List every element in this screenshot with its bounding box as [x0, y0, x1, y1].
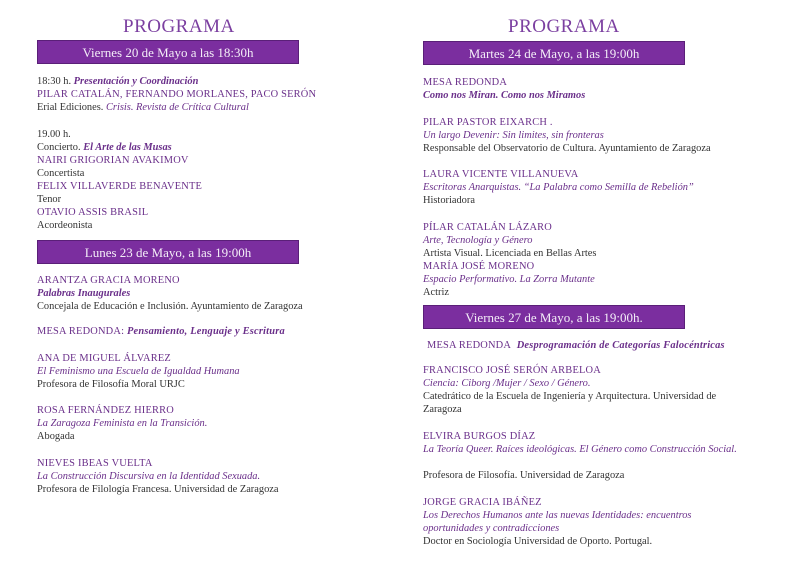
l1-title: Palabras Inaugurales [37, 288, 131, 299]
right-heading: PROGRAMA [508, 16, 620, 37]
r4-name: MARÍA JOSÉ MORENO [423, 261, 535, 272]
mesa1: MESA REDONDA [423, 77, 508, 88]
r1-name: PILAR PASTOR EIXARCH . [423, 117, 553, 128]
s1-names: PILAR CATALÁN, FERNANDO MORLANES, PACO SERÓN [37, 89, 317, 100]
r2-role: Historiadora [423, 195, 475, 206]
right-day2-banner: Viernes 27 de Mayo, a las 19:00h. [423, 305, 685, 329]
r4-role: Actriz [423, 287, 449, 298]
r3-name: PÍLAR CATALÁN LÁZARO [423, 222, 553, 233]
s2-title: El Arte de las Musas [83, 142, 172, 153]
mesa2-title: Desprogramación de Categorías Falocéntricas [516, 340, 725, 351]
s1-time: 18:30 h. [37, 76, 72, 87]
r5-role: Catedrático de la Escuela de Ingeniería y Arquitectura. Universidad de Zaragoza [423, 391, 717, 415]
r5-title: Ciencia: Ciborg /Mujer / Sexo / Género. [423, 378, 591, 389]
s2-performer-3: OTAVIO ASSIS BRASIL [37, 207, 149, 218]
l1-role: Concejala de Educación e Inclusión. Ayuntamiento de Zaragoza [37, 301, 303, 312]
r4-title: Espacio Performativo. La Zorra Mutante [423, 274, 595, 285]
l3-name: ROSA FERNÁNDEZ HIERRO [37, 405, 174, 416]
mesa-prefix: MESA REDONDA: [37, 326, 125, 337]
r7-role: Doctor en Sociología Universidad de Oporto. Portugal. [423, 536, 653, 547]
r3-title: Arte, Tecnología y Género [423, 235, 533, 246]
s2-prefix: Concierto. [37, 142, 81, 153]
left-day1-banner: Viernes 20 de Mayo a las 18:30h [37, 40, 299, 64]
s1-org: Erial Ediciones. [37, 102, 104, 113]
s2-performer-1-role: Concertista [37, 168, 85, 179]
left-day2-banner: Lunes 23 de Mayo, a las 19:00h [37, 240, 299, 264]
l4-title: La Construcción Discursiva en la Identidad Sexuada. [37, 471, 261, 482]
r3-role: Artista Visual. Licenciada en Bellas Artes [423, 248, 597, 259]
right-day1-banner: Martes 24 de Mayo, a las 19:00h [423, 41, 685, 65]
l1-name: ARANTZA GRACIA MORENO [37, 275, 180, 286]
r6-name: ELVIRA BURGOS DÍAZ [423, 431, 536, 442]
s1-org-italic: Crisis. Revista de Crítica Cultural [105, 102, 249, 113]
r7-name: JORGE GRACIA IBÁÑEZ [423, 497, 542, 508]
l2-title: El Feminismo una Escuela de Igualdad Humana [37, 366, 240, 377]
s2-performer-3-role: Acordeonista [37, 220, 93, 231]
r2-title: Escritoras Anarquistas. “La Palabra como Semilla de Rebelión” [423, 182, 694, 193]
left-heading: PROGRAMA [123, 16, 235, 37]
s1-org-line [37, 101, 249, 114]
mesa2: MESA REDONDA [427, 340, 512, 351]
r2-name: LAURA VICENTE VILLANUEVA [423, 169, 579, 180]
mesa-title: Pensamiento, Lenguaje y Escritura [127, 326, 285, 337]
r7-title: Los Derechos Humanos ante las nuevas Identidades: encuentros oportunidades y contradicciones [423, 510, 692, 534]
mesa-line [37, 325, 285, 338]
l4-role: Profesora de Filología Francesa. Universidad de Zaragoza [37, 484, 279, 495]
r5-name: FRANCISCO JOSÉ SERÓN ARBELOA [423, 365, 601, 376]
r1-role: Responsable del Observatorio de Cultura. Ayuntamiento de Zaragoza [423, 143, 711, 154]
s2-time: 19.00 h. [37, 129, 71, 140]
mesa1-title: Como nos Miran. Como nos Miramos [423, 90, 586, 101]
mesa2-line [427, 339, 725, 352]
l4-name: NIEVES IBEAS VUELTA [37, 458, 153, 469]
l2-name: ANA DE MIGUEL ÁLVAREZ [37, 353, 171, 364]
r6-role: Profesora de Filosofía. Universidad de Zaragoza [423, 470, 625, 481]
s1-title: Presentación y Coordinación [73, 76, 199, 87]
s1-line [37, 75, 198, 88]
l2-role: Profesora de Filosofía Moral URJC [37, 379, 185, 390]
s2-performer-1: NAIRI GRIGORIAN AVAKIMOV [37, 155, 189, 166]
l3-role: Abogada [37, 431, 75, 442]
s2-performer-2: FELIX VILLAVERDE BENAVENTE [37, 181, 203, 192]
r1-title: Un largo Devenir: Sin limites, sin fronteras [423, 130, 604, 141]
s2-line [37, 141, 172, 154]
r6-title: La Teoría Queer. Raíces ideológicas. El Género como Construcción Social. [423, 444, 737, 455]
s2-performer-2-role: Tenor [37, 194, 62, 205]
l3-title: La Zaragoza Feminista en la Transición. [37, 418, 208, 429]
